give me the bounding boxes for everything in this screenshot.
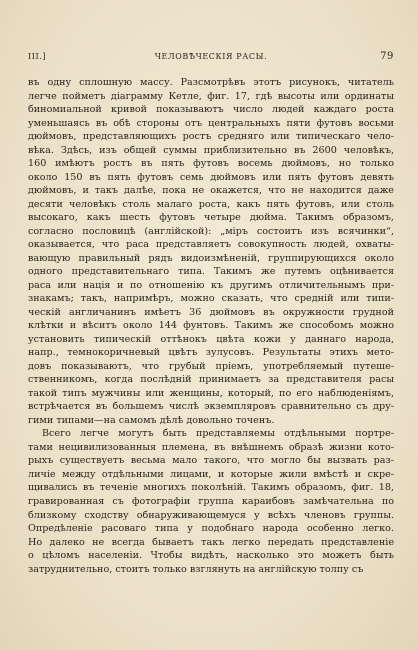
text-line: десяти человѣкъ столь малаго роста, какъ пять футовъ, или столь bbox=[28, 198, 394, 210]
text-line: дюймовъ, и такъ далѣе, пока не окажется, что не находится даже bbox=[28, 185, 394, 197]
paragraph bbox=[28, 76, 394, 427]
text-line: ческій англичанинъ имѣетъ 36 дюймовъ въ окружности грудной bbox=[28, 306, 394, 318]
text-line: высокаго, какъ шесть футовъ четыре дюйма. Такимъ образомъ, bbox=[28, 212, 394, 224]
text-line: довъ показываютъ, что грубый пріемъ, употребляемый путеше- bbox=[28, 360, 394, 372]
text-line: близкому сходству обнаруживающемуся у всѣхъ членовъ группы. bbox=[28, 509, 394, 521]
text-line: установить типическій оттѣнокъ цвѣта кожи у даннаго народа, bbox=[28, 333, 394, 345]
text-line: о цѣломъ населеніи. Чтобы видѣть, насколько это можетъ быть bbox=[28, 550, 394, 562]
part-number: III.] bbox=[28, 52, 47, 61]
text-line: встрѣчается въ большемъ числѣ экземпляровъ сравнительно съ дру- bbox=[28, 401, 394, 413]
text-line: затруднительно, стоитъ только взглянуть на англійскую толпу съ bbox=[28, 563, 364, 575]
chapter-title: ЧЕЛОВѢЧЕСКІЯ РАСЫ. bbox=[154, 52, 268, 61]
text-line: напр., темнокоричневый цвѣтъ зулусовъ. Результаты этихъ мето- bbox=[28, 347, 394, 359]
text-line: клѣтки и вѣситъ около 144 фунтовъ. Такимъ же способомъ можно bbox=[28, 320, 394, 332]
text-line: тами нецивилизованныя племена, въ внѣшнемъ образѣ жизни кото- bbox=[28, 441, 394, 453]
text-line: щивались въ теченіе многихъ поколѣній. Такимъ образомъ, фиг. 18, bbox=[28, 482, 394, 494]
paragraph bbox=[28, 427, 394, 576]
text-line: около 150 въ пять футовъ семь дюймовъ или пять футовъ девять bbox=[28, 171, 394, 183]
text-line: раса или нація и по отношенію къ другимъ отличительнымъ при- bbox=[28, 279, 394, 291]
text-line: вающую правильный рядъ видоизмѣненій, группирующихся около bbox=[28, 252, 394, 264]
text-line: Но далеко не всегда бываетъ такъ легко передать представленіе bbox=[28, 536, 394, 548]
text-line: уменьшаясь въ обѣ стороны отъ центральныхъ пяти футовъ восьми bbox=[28, 117, 394, 129]
text-line: дюймовъ, представляющихъ ростъ средняго или типическаго чело- bbox=[28, 131, 394, 143]
text-line: въ одну сплошную массу. Разсмотрѣвъ этотъ рисунокъ, читатель bbox=[28, 77, 394, 88]
text-line: рыхъ существуетъ весьма мало такого, что могло бы вызвать раз- bbox=[28, 455, 394, 467]
page-number: 79 bbox=[380, 51, 394, 62]
text-line: гими типами—на самомъ дѣлѣ довольно точенъ. bbox=[28, 414, 275, 426]
text-line: ственникомъ, когда послѣдній принимаетъ за представителя расы bbox=[28, 374, 394, 386]
text-line: личіе между отдѣльными лицами, и которые жили вмѣстѣ и скре- bbox=[28, 468, 394, 480]
text-line: Опредѣленіе расоваго типа у подобнаго народа особенно легко. bbox=[28, 523, 394, 535]
text-line: вѣка. Здѣсь, изъ общей суммы приблизительно въ 2600 человѣкъ, bbox=[28, 144, 394, 156]
text-line: Всего легче могутъ быть представляемы отдѣльными портре- bbox=[42, 428, 394, 440]
text-line: такой типъ мужчины или женщины, который, по его наблюденіямъ, bbox=[28, 387, 394, 399]
text-line: одного представительнаго типа. Такимъ же путемъ оцѣнивается bbox=[28, 266, 394, 278]
running-head bbox=[28, 52, 394, 64]
text-line: легче пойметъ діаграмму Кетле, фиг. 17, гдѣ высоты или ординаты bbox=[28, 90, 394, 102]
text-line: знакамъ; такъ, напримѣръ, можно сказать, что средній или типи- bbox=[28, 293, 394, 305]
text-line: 160 имѣютъ ростъ въ пять футовъ восемь дюймовъ, но только bbox=[28, 158, 394, 170]
text-line: согласно пословицѣ (англійской): „міръ состоитъ изъ всячинки“, bbox=[28, 225, 394, 237]
text-line: оказывается, что раса представляетъ совокупность людей, охваты- bbox=[28, 239, 394, 251]
text-line: биномиальной кривой показываютъ число людей каждаго роста bbox=[28, 104, 394, 116]
body-text bbox=[28, 76, 394, 576]
text-line: гравированная съ фотографіи группа караибовъ замѣчательна по bbox=[28, 495, 394, 507]
